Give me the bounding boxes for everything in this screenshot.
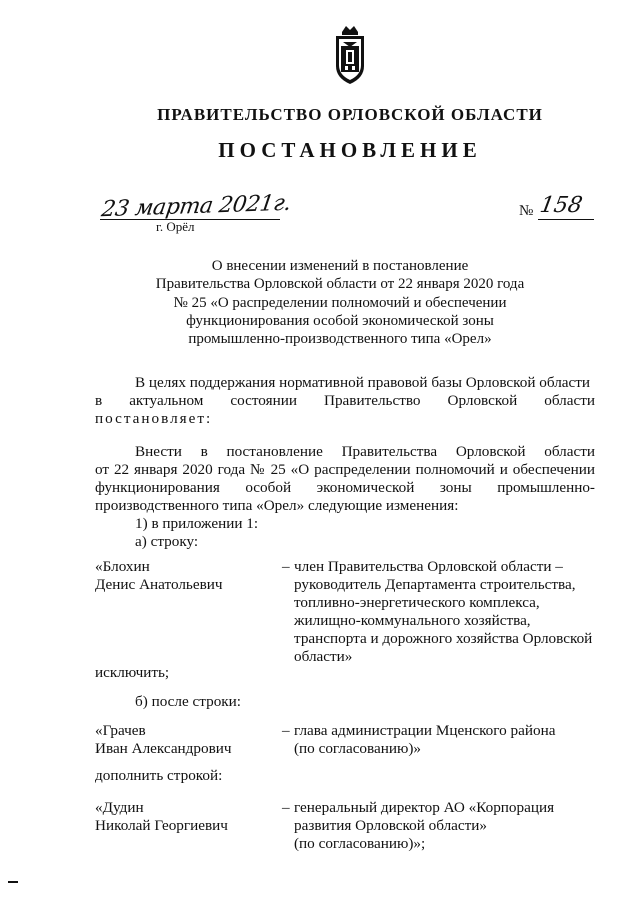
- entry-dash: –: [282, 799, 290, 816]
- list-item: 1) в приложении 1:: [135, 514, 259, 532]
- number-label: №: [519, 203, 534, 219]
- person-position: [294, 722, 604, 758]
- resolution-paragraph: [95, 443, 595, 551]
- handwritten-number: 158: [537, 193, 585, 218]
- subject-line: № 25 «О распределении полномочий и обеспечении: [173, 294, 507, 311]
- person-surname: «Блохин: [95, 558, 150, 575]
- document-subject: [150, 257, 530, 348]
- entry-dash: –: [282, 558, 290, 575]
- subject-line: промышленно-производственного типа «Орел»: [188, 331, 492, 348]
- subject-line: Правительства Орловской области от 22 января 2020 года: [155, 276, 525, 293]
- position-line: (по согласованию)»: [294, 739, 421, 757]
- person-surname: «Грачев: [95, 722, 146, 739]
- paragraph-line: от 22 января 2020 года № 25 «О распределении полномочий и обеспечении: [95, 460, 595, 478]
- position-line: руководитель Департамента строительства,: [294, 575, 576, 593]
- instruction-text: дополнить строкой:: [95, 767, 223, 784]
- person-given-names: Иван Александрович: [95, 739, 232, 757]
- person-given-names: Денис Анатольевич: [95, 575, 223, 593]
- preamble-paragraph: [95, 374, 595, 428]
- coat-of-arms-icon: [328, 22, 372, 86]
- entry-dash: –: [282, 722, 290, 739]
- add-instruction: [95, 767, 595, 785]
- person-name: [95, 558, 285, 594]
- list-item: а) строку:: [135, 532, 199, 550]
- subject-line: О внесении изменений в постановление: [211, 258, 469, 274]
- margin-mark: [8, 881, 18, 883]
- position-line: области»: [294, 647, 353, 665]
- paragraph-line: в актуальном состоянии Правительство Орловской области: [95, 391, 595, 409]
- position-line: генеральный директор АО «Корпорация: [294, 799, 555, 816]
- paragraph-line: В целях поддержания нормативной правовой базы Орловской области: [135, 374, 591, 391]
- organization-title: ПРАВИТЕЛЬСТВО ОРЛОВСКОЙ ОБЛАСТИ: [157, 105, 543, 124]
- handwritten-date: 23 марта 2021г.: [99, 190, 293, 223]
- person-surname: «Дудин: [95, 799, 144, 816]
- position-line: жилищно-коммунального хозяйства,: [294, 611, 531, 629]
- person-name: [95, 799, 285, 835]
- city-label: г. Орёл: [156, 219, 195, 234]
- person-name: [95, 722, 285, 758]
- position-line: развития Орловской области»: [294, 816, 488, 834]
- person-given-names: Николай Георгиевич: [95, 816, 228, 834]
- position-line: топливно-энергетического комплекса,: [294, 593, 540, 611]
- after-line-instruction: [95, 693, 595, 711]
- paragraph-line: производственного типа «Орел» следующие изменения:: [95, 496, 459, 514]
- document-type-title: ПОСТАНОВЛЕНИЕ: [218, 138, 482, 162]
- position-line: член Правительства Орловской области –: [294, 558, 563, 575]
- position-line: транспорта и дорожного хозяйства Орловской: [294, 629, 593, 647]
- person-position: [294, 558, 604, 666]
- paragraph-line: Внести в постановление Правительства Орловской области: [135, 443, 595, 460]
- subject-line: функционирования особой экономической зоны: [186, 312, 494, 329]
- position-line: (по согласованию)»;: [294, 834, 426, 852]
- position-line: глава администрации Мценского района: [294, 722, 556, 739]
- person-position: [294, 799, 604, 853]
- paragraph-line: постановляет:: [95, 409, 213, 427]
- number-underline: [538, 219, 594, 220]
- instruction-text: исключить;: [95, 664, 170, 681]
- exclude-instruction: [95, 664, 595, 682]
- paragraph-line: функционирования особой экономической зоны промышленно-: [95, 478, 595, 496]
- list-item: б) после строки:: [135, 693, 242, 710]
